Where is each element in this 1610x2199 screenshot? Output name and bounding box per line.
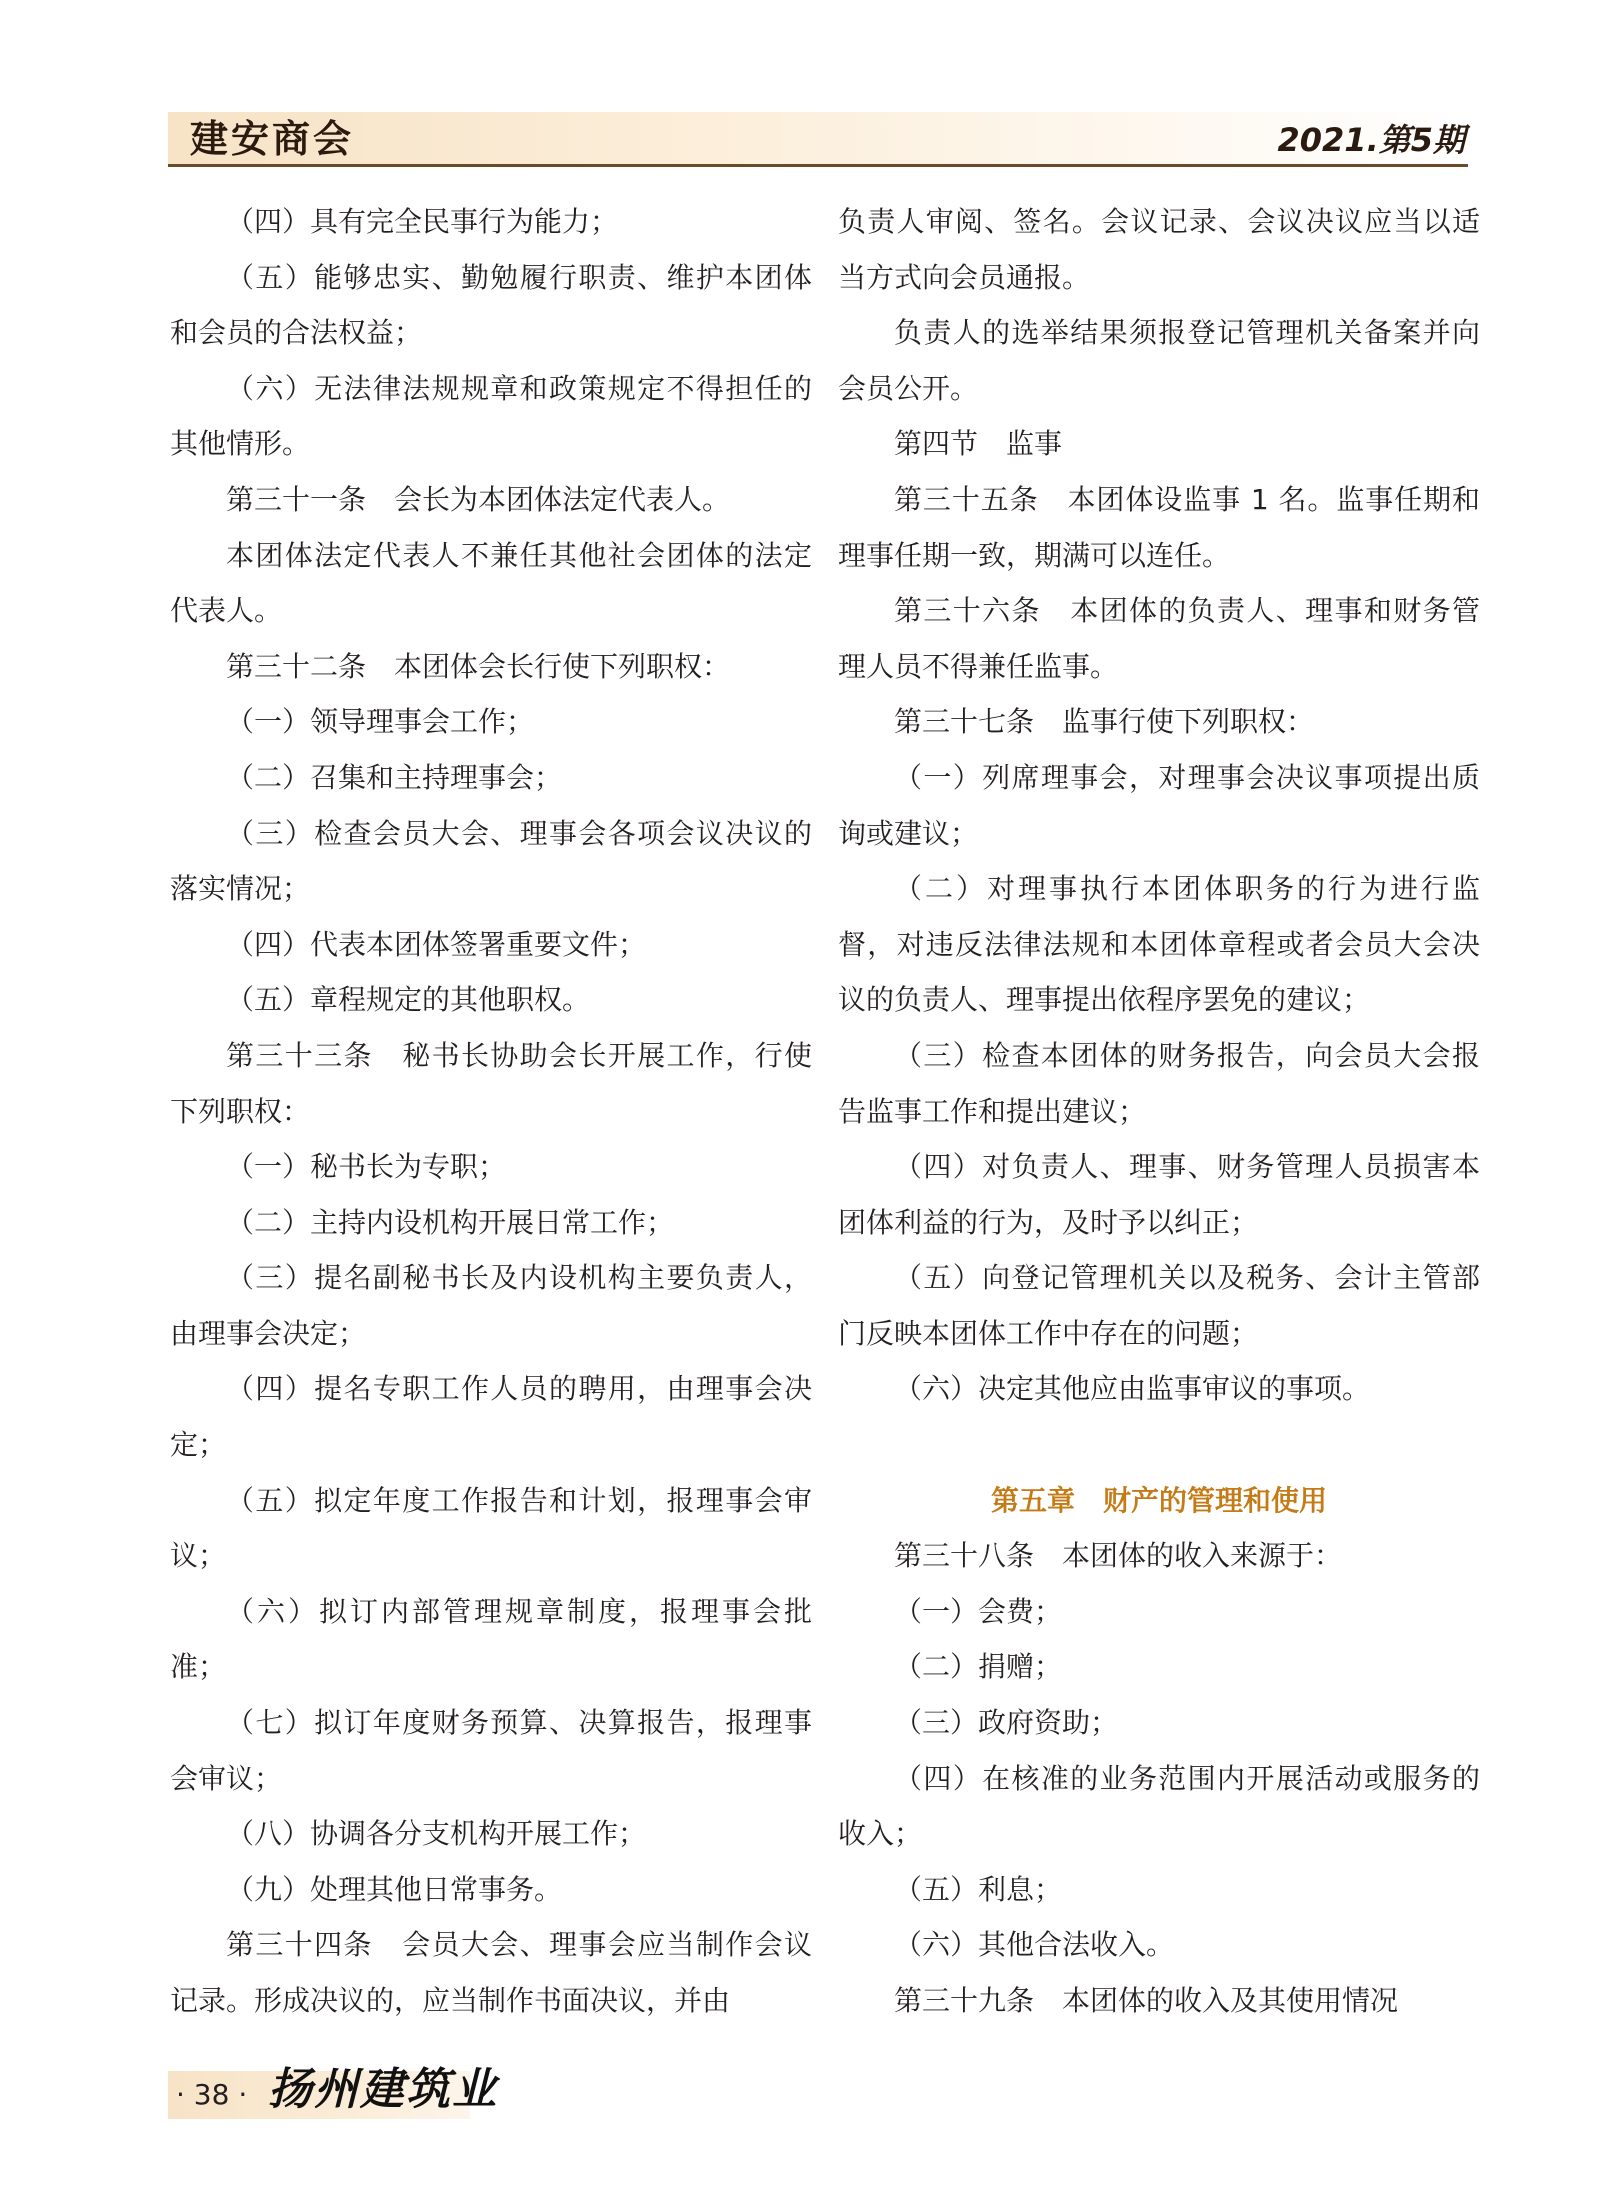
section-heading: 第四节 监事 [894, 427, 1063, 461]
paragraph: （七）拟订年度财务预算、决算报告，报理事会审议； [170, 1706, 812, 1795]
left-column [170, 194, 812, 2029]
paragraph: （一）列席理事会，对理事会决议事项提出质询或建议； [838, 760, 1480, 850]
article-39: 第三十九条 本团体的收入及其使用情况 [894, 1984, 1399, 2017]
paragraph: （六）决定其他应由监事审议的事项。 [894, 1372, 1371, 1406]
paragraph: （一）会费； [894, 1594, 1063, 1628]
paragraph: 本团体法定代表人不兼任其他社会团体的法定代表人。 [170, 538, 812, 628]
paragraph: （四）提名专职工作人员的聘用，由理事会决定； [170, 1372, 812, 1462]
paragraph: （五）章程规定的其他职权。 [226, 983, 591, 1017]
page-number: · 38 · [176, 2078, 248, 2111]
paragraph: 负责人的选举结果须报登记管理机关备案并向会员公开。 [838, 316, 1480, 405]
chapter-heading: 第五章 财产的管理和使用 [990, 1483, 1327, 1517]
article-33: 第三十三条 秘书长协助会长开展工作，行使下列职权： [170, 1038, 812, 1128]
paragraph: （三）提名副秘书长及内设机构主要负责人，由理事会决定； [170, 1261, 812, 1350]
right-column [838, 194, 1480, 2029]
paragraph: （一）秘书长为专职； [226, 1150, 507, 1184]
magazine-logo: 扬州建筑业 [268, 2064, 498, 2115]
article-34: 第三十四条 会员大会、理事会应当制作会议记录。形成决议的，应当制作书面决议，并由 [170, 1928, 812, 2017]
paragraph: （六）无法律法规规章和政策规定不得担任的其他情形。 [170, 371, 812, 461]
paragraph: （二）捐赠； [894, 1650, 1063, 1684]
paragraph: （五）拟定年度工作报告和计划，报理事会审议； [170, 1483, 812, 1573]
header-rule [168, 164, 1468, 167]
paragraph: （八）协调各分支机构开展工作； [226, 1817, 647, 1851]
article-32: 第三十二条 本团体会长行使下列职权： [226, 649, 731, 683]
paragraph: （三）检查本团体的财务报告，向会员大会报告监事工作和提出建议； [838, 1038, 1480, 1128]
spacer [838, 1417, 1480, 1473]
paragraph: （六）其他合法收入。 [894, 1928, 1175, 1962]
paragraph: （六）拟订内部管理规章制度，报理事会批准； [170, 1594, 812, 1684]
header-band [168, 112, 1468, 164]
paragraph: （三）检查会员大会、理事会各项会议决议的落实情况； [170, 816, 812, 906]
paragraph: （五）向登记管理机关以及税务、会计主管部门反映本团体工作中存在的问题； [838, 1261, 1480, 1350]
paragraph: （一）领导理事会工作； [226, 705, 535, 739]
paragraph: （四）代表本团体签署重要文件； [226, 927, 647, 961]
paragraph: （四）对负责人、理事、财务管理人员损害本团体利益的行为，及时予以纠正； [838, 1150, 1480, 1239]
section-title: 建安商会 [190, 117, 355, 161]
article-38: 第三十八条 本团体的收入来源于： [894, 1539, 1343, 1573]
paragraph: （五）利息； [894, 1872, 1063, 1906]
paragraph: （九）处理其他日常事务。 [226, 1872, 563, 1906]
paragraph-continued: 负责人审阅、签名。会议记录、会议决议应当以适当方式向会员通报。 [838, 205, 1480, 294]
paragraph: （五）能够忠实、勤勉履行职责、维护本团体和会员的合法权益； [170, 260, 812, 350]
issue-label: 2021.第5期 [1277, 121, 1465, 159]
article-37: 第三十七条 监事行使下列职权： [894, 705, 1315, 739]
paragraph: （二）召集和主持理事会； [226, 760, 563, 794]
paragraph: （二）对理事执行本团体职务的行为进行监督，对违反法律法规和本团体章程或者会员大会决议的负责人、理事提出依程序罢免的建议； [838, 872, 1480, 1017]
article-31: 第三十一条 会长为本团体法定代表人。 [226, 482, 731, 516]
article-35: 第三十五条 本团体设监事 1 名。监事任期和理事任期一致，期满可以连任。 [838, 482, 1480, 572]
paragraph: （二）主持内设机构开展日常工作； [226, 1205, 675, 1239]
article-36: 第三十六条 本团体的负责人、理事和财务管理人员不得兼任监事。 [838, 594, 1480, 683]
paragraph: （四）在核准的业务范围内开展活动或服务的收入； [838, 1761, 1480, 1851]
paragraph: （三）政府资助； [894, 1706, 1119, 1740]
paragraph: （四）具有完全民事行为能力； [226, 205, 619, 238]
